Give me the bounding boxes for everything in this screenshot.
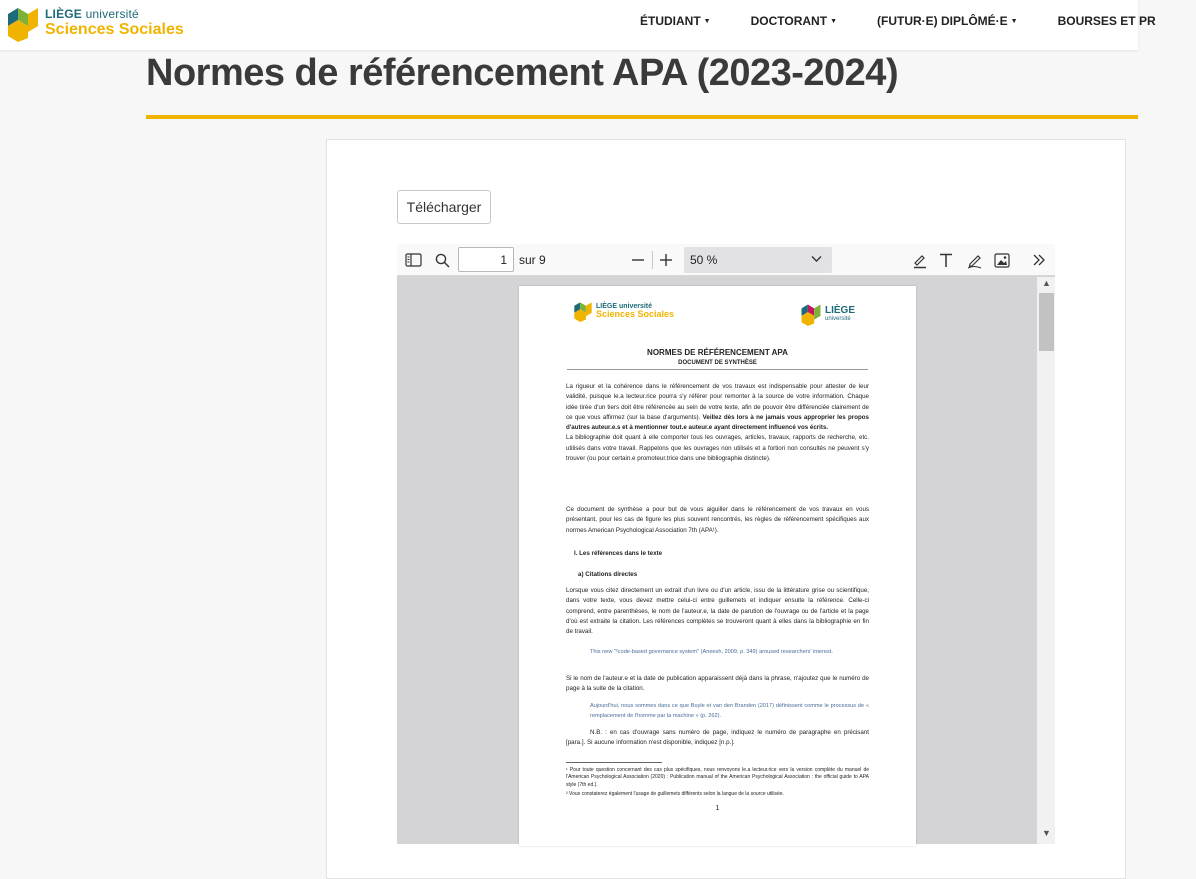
- pdf-paragraph-text: La bibliographie doit quant à elle comporter tous les ouvrages, articles, travaux, rapports de recherche, etc. utilisés dans votre travail. Rappelons que les ouvrages non utilisés et a fortiori non consultés ne peuvent s'y trouver (ou pour certain.e promoteur.trice dans une bibliographie distincte).: [566, 434, 869, 463]
- zoom-out-icon[interactable]: [628, 250, 648, 270]
- uliege-logo-icon: [800, 302, 822, 326]
- pdf-footnote-rule: [566, 762, 662, 763]
- pdf-page: [519, 286, 916, 846]
- logo-liege: LIÈGE: [45, 7, 83, 21]
- zoom-select[interactable]: [684, 247, 832, 273]
- page-count: sur 9: [519, 253, 546, 267]
- pdf-quote: This new "²code-based governance system" (Aneesh, 2009, p. 349) aroused researchers' interest.: [590, 649, 833, 655]
- pdf-paragraph: Lorsque vous citez directement un extrait d'un livre ou d'un article, issu de la littérature grise ou scientifique, dans votre texte, vous devez mettre celui-ci entre guillemets et indiquer ensuite la référence. Celle-ci comprend, entre parenthèses, le nom de l'auteur.e, la date de parution de l'ouvrage ou de l'article et la page d'où est extraite la citation. Les références complètes se trouveront quant à elles dans la bibliographie en fin de travail.: [566, 587, 869, 636]
- scroll-down-icon[interactable]: ▼: [1042, 828, 1051, 838]
- toolbar-separator: [652, 251, 653, 269]
- nav-label: DOCTORANT: [750, 14, 828, 28]
- caret-down-icon: ▼: [703, 17, 711, 25]
- pdf-logo-line2: Sciences Sociales: [596, 308, 675, 319]
- caret-down-icon: ▼: [1010, 17, 1018, 25]
- pdf-page-number: 1: [715, 805, 720, 812]
- nav-item-diplome[interactable]: [877, 14, 1018, 28]
- viewer-scrollbar[interactable]: [1037, 277, 1055, 844]
- draw-icon[interactable]: [964, 250, 984, 270]
- pdf-faculty-logo: [573, 300, 674, 322]
- scroll-up-icon[interactable]: ▲: [1042, 278, 1051, 288]
- main-nav: [640, 14, 1196, 28]
- title-underline: [146, 115, 1138, 119]
- pdf-subheading: DOCUMENT DE SYNTHÈSE: [678, 360, 757, 366]
- site-logo[interactable]: [6, 4, 184, 42]
- pdf-footnote: ¹ Pour toute question concernant des cas plus spécifiques, nous renvoyons le.a lecteur.rice vers la version complète du manuel de l'American Psychological Association (2020) : Publication manual of the American Psychological Association : the official guide to APA style (7th ed.).: [566, 767, 869, 788]
- page-number-input[interactable]: [458, 247, 514, 272]
- pdf-toolbar: [397, 244, 1055, 276]
- pdf-logo-r-line2: université: [825, 316, 851, 322]
- tools-chevron-icon[interactable]: [1029, 250, 1049, 270]
- pdf-logo-line1: LIÈGE université: [596, 302, 653, 310]
- caret-down-icon: ▼: [830, 17, 837, 25]
- pdf-viewer[interactable]: [397, 244, 1055, 844]
- uliege-logo-icon: [6, 4, 40, 42]
- pdf-paragraph: Ce document de synthèse a pour but de vous aiguiller dans le référencement de vos travaux en vous présentant, pour les cas de figure les plus souvent rencontrés, les règles de référencement spécifiques aux normes American Psychological Association 7th (APA¹).: [566, 506, 869, 534]
- nav-item-bourses[interactable]: [1058, 14, 1156, 28]
- pdf-paragraph: N.B. : en cas d'ouvrage sans numéro de page, indiquez le numéro de paragraphe en précisant [para.]. Si aucune information n'est disponible, indiquez [n.p.].: [566, 729, 869, 747]
- nav-label: (FUTUR·E) DIPLÔMÉ·E: [877, 14, 1008, 28]
- pdf-subsection-heading: a) Citations directes: [578, 571, 638, 578]
- pdf-paragraph-bold: Veillez dès lors à ne jamais vous approprier les propos d'autres auteur.e.s et à mentionner tout.e auteur.e ayant directement influencé vos écrits.: [566, 413, 869, 432]
- image-icon[interactable]: [992, 250, 1012, 270]
- pdf-university-logo: [800, 302, 855, 326]
- pdf-logo-r-line1: LIÈGE: [825, 305, 856, 316]
- pdf-paragraph-text: La rigueur et la cohérence dans le référencement de vos travaux est indispensable pour attester de leur validité, puisque le.a lecteur.rice pourra s'y référer pour remonter à la source de votre information. Chaque idée tirée d'un tiers doit être référencée au sein de votre texte, afin de pouvoir être différenciée clairement de ce que vous affirmez (sur la base d'arguments).: [566, 383, 869, 421]
- highlight-icon[interactable]: [909, 250, 929, 270]
- zoom-value: 50 %: [690, 253, 718, 267]
- nav-item-doctorant[interactable]: [751, 14, 837, 28]
- sidebar-toggle-icon[interactable]: [403, 250, 423, 270]
- top-navbar: [0, 0, 1156, 50]
- zoom-in-icon[interactable]: [656, 250, 676, 270]
- chevron-down-icon: [811, 255, 822, 263]
- download-button[interactable]: Télécharger: [397, 190, 491, 224]
- logo-faculty: Sciences Sociales: [45, 21, 184, 38]
- nav-label: ÉTUDIANT: [640, 14, 701, 28]
- text-icon[interactable]: [936, 250, 956, 270]
- scrollbar-thumb[interactable]: [1039, 293, 1054, 351]
- pdf-section-heading: I. Les références dans le texte: [574, 550, 663, 557]
- pdf-footnote: ² Vous constaterez également l'usage de guillemets différents selon la langue de la source utilisée.: [566, 791, 784, 797]
- page-title: Normes de référencement APA (2023-2024): [146, 52, 899, 94]
- pdf-paragraph: [566, 382, 869, 464]
- nav-item-etudiant[interactable]: [640, 14, 711, 28]
- pdf-quote: Aujourd'hui, nous sommes dans ce que Buyle et van den Branden (2017) définissent comme le processus de « remplacement de l'homme par la machine » (p. 262).: [590, 703, 869, 719]
- logo-universite: université: [85, 7, 139, 21]
- pdf-paragraph: Si le nom de l'auteur.e et la date de publication apparaissent déjà dans la phrase, n'ajoutez que le numéro de page à la suite de la citation.: [566, 675, 869, 693]
- search-icon[interactable]: [432, 250, 452, 270]
- pdf-divider: [567, 369, 868, 370]
- pdf-heading: NORMES DE RÉFÉRENCEMENT APA: [647, 348, 788, 357]
- nav-label: BOURSES ET PR: [1057, 14, 1156, 28]
- uliege-logo-icon: [573, 300, 593, 322]
